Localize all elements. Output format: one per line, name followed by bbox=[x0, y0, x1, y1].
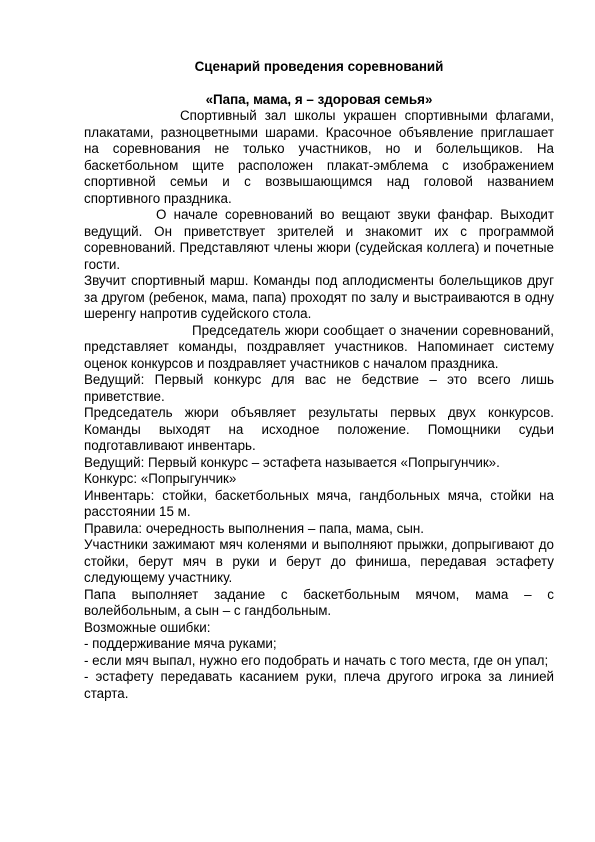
paragraph-jumping: Участники зажимают мяч коленями и выполняют прыжки, допрыгивают до стойки, берут мяч в руки и берут до финиша, передавая эстафету следующему участнику. bbox=[84, 537, 554, 585]
paragraph-error-1: - поддерживание мяча руками; bbox=[84, 636, 277, 651]
document-page bbox=[84, 0, 554, 702]
paragraph-jury-chair: Председатель жюри сообщает о значении соревнований, представляет команды, поздравляет участников. Напоминает систему оценок конкурсов и поздравляет участников с началом праздника. bbox=[84, 322, 554, 371]
document-title: Сценарий проведения соревнований bbox=[194, 59, 444, 74]
paragraph-balls: Папа выполняет задание с баскетбольным мячом, мама – с волейбольным, а сын – с гандбольным. bbox=[84, 586, 554, 618]
paragraph-host-first-contest: Ведущий: Первый конкурс для вас не бедствие – это всего лишь приветствие. bbox=[84, 372, 554, 404]
paragraph-results: Председатель жюри объявляет результаты первых двух конкурсов. Команды выходят на исходное положение. Помощники судьи подготавливают инвентарь. bbox=[84, 405, 554, 453]
paragraph-error-3: - эстафету передавать касанием руки, плеча другого игрока за линией старта. bbox=[84, 669, 554, 701]
paragraph-rules: Правила: очередность выполнения – папа, мама, сын. bbox=[84, 520, 425, 536]
paragraph-contest-name: Конкурс: «Попрыгунчик» bbox=[84, 471, 237, 486]
paragraph-errors-heading: Возможные ошибки: bbox=[84, 619, 211, 635]
paragraph-equipment: Инвентарь: стойки, баскетбольных мяча, гандбольных мяча, стойки на расстоянии 15 м. bbox=[84, 487, 554, 519]
paragraph-march: Звучит спортивный марш. Команды под аплодисменты болельщиков друг за другом (ребенок, мама, папа) проходят по залу и выстраиваются в одну шеренгу напротив судейского стола. bbox=[84, 273, 554, 321]
paragraph-opening: О начале соревнований во вещают звуки фанфар. Выходит ведущий. Он приветствует зрителей и знакомит их с программой соревнований. Представляют члены жюри (судейская коллега) и почетные гости. bbox=[84, 207, 554, 272]
paragraph-error-2: - если мяч выпал, нужно его подобрать и начать с того места, где он упал; bbox=[84, 652, 549, 668]
paragraph-hall-decoration: Спортивный зал школы украшен спортивными флагами, плакатами, разноцветными шарами. Красочное объявление приглашает на соревнования не только участников, но и болельщиков. На баскетбольном щите расположен плакат-эмблема с изображением спортивной семьи и с возвышающимся над головой названием спортивного праздника. bbox=[84, 108, 554, 206]
paragraph-host-relay: Ведущий: Первый конкурс – эстафета называется «Попрыгунчик». bbox=[84, 454, 500, 470]
document-subtitle: «Папа, мама, я – здоровая семья» bbox=[205, 92, 433, 107]
